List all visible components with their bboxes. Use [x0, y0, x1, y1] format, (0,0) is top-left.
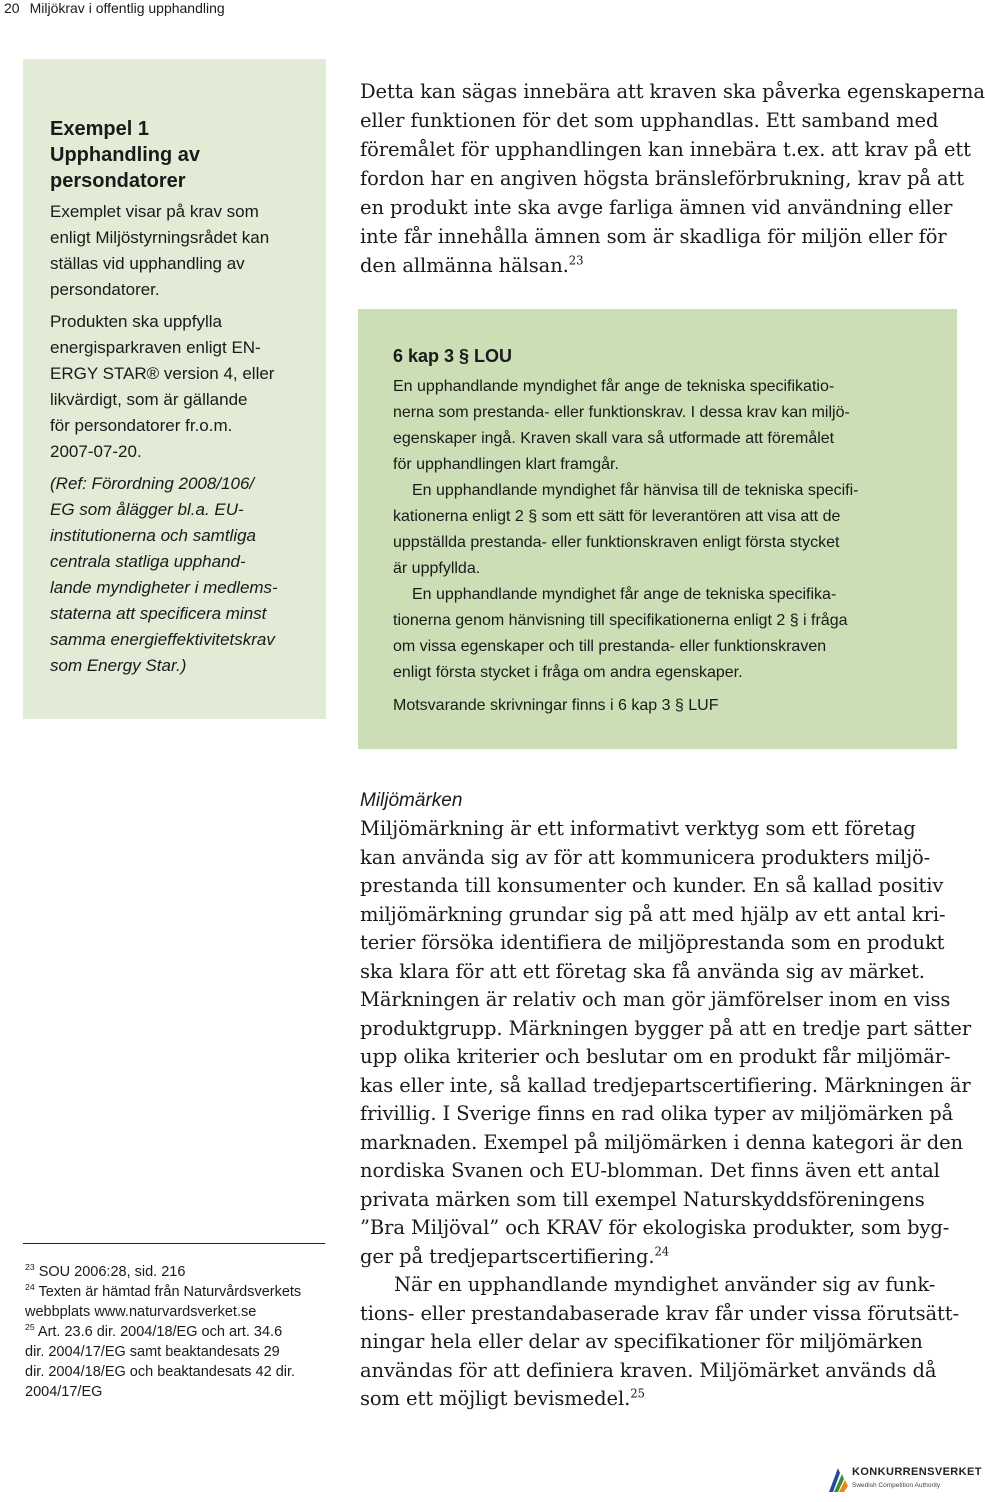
- law-line: för upphandlingen klart framgår.: [393, 456, 619, 473]
- example-reference: lande myndigheter i medlems-: [50, 578, 278, 597]
- paragraph-line: upp olika kriterier och beslutar om en produkt får miljömär-: [360, 1045, 951, 1068]
- law-line: tionerna genom hänvisning till specifikationerna enligt 2 § i fråga: [393, 612, 848, 629]
- bird-logo-icon: [826, 1464, 850, 1496]
- paragraph-line: Märkningen är relativ och man gör jämförelser inom en viss: [360, 988, 951, 1011]
- paragraph-line: ska klara för att ett företag ska få använda sig av märket.: [360, 959, 925, 983]
- footnote-text: Art. 23.6 dir. 2004/18/EG och art. 34.6: [37, 1324, 283, 1340]
- logo-subtitle: Swedish Competition Authority: [852, 1482, 941, 1489]
- paragraph-line: När en upphandlande myndighet använder sig av funk-: [394, 1273, 936, 1296]
- running-header: [4, 0, 225, 16]
- paragraph-line: ningar hela eller delar av specifikationer för miljömärken: [360, 1330, 923, 1353]
- footnote-ref: 24: [654, 1244, 670, 1258]
- example-reference: (Ref: Förordning 2008/106/: [50, 474, 255, 493]
- paragraph-line: privata märken som till exempel Naturskyddsföreningens: [360, 1187, 925, 1211]
- law-footer: Motsvarande skrivningar finns i 6 kap 3 § LUF: [393, 697, 719, 714]
- example-reference: staterna att specificera minst: [50, 604, 267, 623]
- section-heading: Miljömärken: [360, 790, 463, 811]
- example-reference: EG som ålägger bl.a. EU-: [50, 500, 244, 519]
- paragraph-line: en produkt inte ska avge farliga ämnen vid användning eller: [360, 196, 953, 219]
- paragraph-line: eller funktionen för det som upphandlas. Ett samband med: [360, 109, 939, 132]
- paragraph-line: frivillig. I Sverige finns en rad olika typer av miljömärken på: [360, 1102, 954, 1125]
- example-text: enligt Miljöstyrningsrådet kan: [50, 228, 270, 247]
- footnote-text: dir. 2004/17/EG samt beaktandesats 29: [25, 1344, 280, 1360]
- example-requirement: Produkten ska uppfylla: [50, 312, 222, 331]
- intro-paragraph: [360, 80, 985, 290]
- footnote-text: webbplats www.naturvardsverket.se: [25, 1304, 257, 1320]
- example-requirement: energisparkraven enligt EN-: [50, 338, 261, 357]
- paragraph-line: ger på tredjepartscertifiering.: [360, 1244, 655, 1268]
- paragraph-line: produktgrupp. Märkningen bygger på att en tredje part sätter: [360, 1016, 972, 1040]
- footnote-text: Texten är hämtad från Naturvårdsverkets: [38, 1284, 302, 1300]
- law-line: om vissa egenskaper och till prestanda- eller funktionskraven: [393, 638, 827, 655]
- example-text: persondatorer.: [50, 280, 160, 299]
- footnote-number: 25: [25, 1322, 35, 1333]
- footnote-number: 23: [25, 1262, 35, 1273]
- example-reference: samma energieffektivitetskrav: [50, 630, 275, 649]
- paragraph-line: Miljömärkning är ett informativt verktyg som ett företag: [360, 817, 916, 840]
- page-number: 20: [4, 0, 20, 16]
- example-text: ställas vid upphandling av: [50, 254, 245, 273]
- paragraph-line: den allmänna hälsan.: [360, 254, 569, 277]
- law-line: nerna som prestanda- eller funktionskrav. I dessa krav kan miljö-: [393, 404, 850, 421]
- example-requirement: likvärdigt, som är gällande: [50, 390, 248, 409]
- paragraph-line: som ett möjligt bevismedel.: [360, 1387, 631, 1410]
- law-line: En upphandlande myndighet får hänvisa till de tekniska specifi-: [412, 482, 859, 499]
- footnotes: [25, 1264, 325, 1414]
- footnote-rule: [23, 1243, 325, 1244]
- law-heading: 6 kap 3 § LOU: [393, 346, 513, 366]
- example-requirement: ERGY STAR® version 4, eller: [50, 364, 275, 383]
- example-title: Exempel 1: [50, 118, 149, 140]
- law-line: är uppfyllda.: [393, 560, 481, 577]
- paragraph-line: miljömärkning grundar sig på att med hjälp av ett antal kri-: [360, 902, 946, 926]
- paragraph-line: fordon har en angiven högsta bränsleförbrukning, krav på att: [360, 167, 964, 190]
- footnote-text: SOU 2006:28, sid. 216: [38, 1264, 186, 1280]
- paragraph-line: tions- eller prestandabaserade krav får under vissa förutsätt-: [360, 1301, 960, 1325]
- example-reference: som Energy Star.): [50, 656, 187, 675]
- footnote-number: 24: [25, 1282, 35, 1293]
- paragraph-line: Detta kan sägas innebära att kraven ska påverka egenskaperna: [360, 80, 985, 103]
- paragraph-line: kas eller inte, så kallad tredjepartscertifiering. Märkningen är: [360, 1073, 971, 1097]
- paragraph-line: ”Bra Miljöval” och KRAV för ekologiska produkter, som byg-: [360, 1216, 950, 1239]
- example-text: Exemplet visar på krav som: [50, 202, 259, 221]
- logo-wordmark: KONKURRENSVERKET: [852, 1466, 982, 1478]
- running-title: Miljökrav i offentlig upphandling: [29, 0, 225, 16]
- example-reference: institutionerna och samtliga: [50, 526, 257, 545]
- footnote-ref: 25: [630, 1386, 645, 1401]
- example-reference: centrala statliga upphand-: [50, 552, 246, 571]
- paragraph-line: användas för att definiera kraven. Miljömärket används då: [360, 1358, 937, 1382]
- law-line: En upphandlande myndighet får ange de tekniska specifika-: [412, 586, 837, 603]
- law-line: enligt första stycket i fråga om andra egenskaper.: [393, 664, 743, 681]
- paragraph-line: föremålet för upphandlingen kan innebära t.ex. att krav på ett: [360, 138, 971, 161]
- law-line: kationerna enligt 2 § som ett sätt för leverantören att visa att de: [393, 508, 841, 525]
- paragraph-line: kan använda sig av för att kommunicera produkters miljö-: [360, 845, 931, 869]
- miljomarken-section: [360, 788, 972, 1418]
- example-box: [23, 59, 326, 719]
- paragraph-line: inte får innehålla ämnen som är skadliga för miljön eller för: [360, 225, 947, 248]
- konkurrensverket-logo: [826, 1462, 982, 1498]
- paragraph-line: terier försöka identifiera de miljöprestanda som en produkt: [360, 931, 945, 954]
- law-line: egenskaper ingå. Kraven skall vara så utformade att föremålet: [393, 430, 835, 447]
- footnote-text: dir. 2004/18/EG och beaktandesats 42 dir.: [25, 1364, 296, 1380]
- law-box: [358, 309, 957, 749]
- paragraph-line: nordiska Svanen och EU-blomman. Det finns även ett antal: [360, 1159, 940, 1182]
- paragraph-line: marknaden. Exempel på miljömärken i denna kategori är den: [360, 1130, 963, 1154]
- example-requirement: för persondatorer fr.o.m.: [50, 416, 233, 435]
- paragraph-line: prestanda till konsumenter och kunder. En så kallad positiv: [360, 874, 944, 897]
- example-requirement: 2007-07-20.: [50, 442, 142, 461]
- example-title: persondatorer: [50, 170, 186, 192]
- footnote-ref: 23: [568, 253, 584, 268]
- law-line: uppställda prestanda- eller funktionskraven enligt första stycket: [393, 534, 840, 551]
- footnote-text: 2004/17/EG: [25, 1384, 103, 1400]
- example-title: Upphandling av: [50, 144, 200, 166]
- law-line: En upphandlande myndighet får ange de tekniska specifikatio-: [393, 378, 835, 395]
